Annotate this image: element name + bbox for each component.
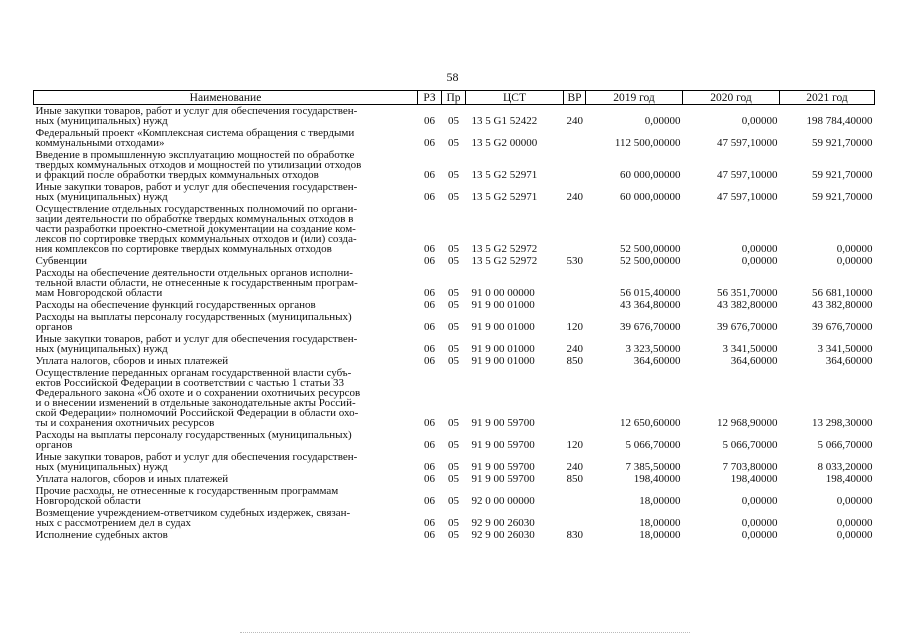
cell-y2021: 0,00000 bbox=[836, 517, 873, 529]
cell-y2020: 47 597,10000 bbox=[717, 137, 778, 149]
cell-cst: 92 9 00 26030 bbox=[471, 517, 535, 529]
table-header-row bbox=[34, 91, 875, 105]
cell-vr: 850 bbox=[566, 473, 583, 485]
header-cst: ЦСТ bbox=[466, 91, 564, 105]
cell-y2019: 364,60000 bbox=[633, 355, 681, 367]
cell-y2021: 59 921,70000 bbox=[812, 137, 873, 149]
cell-y2020: 56 351,70000 bbox=[717, 287, 778, 299]
cell-y2019: 52 500,00000 bbox=[620, 255, 681, 267]
cell-name: Расходы на обеспечение функций государственных органов bbox=[35, 299, 316, 311]
cell-name: Иные закупки товаров, работ и услуг для обеспечения государствен- ных (муниципальных) нужд bbox=[35, 333, 358, 355]
cell-rz: 06 bbox=[424, 343, 435, 355]
cell-cst: 91 9 00 59700 bbox=[471, 439, 535, 451]
cell-cst: 92 9 00 26030 bbox=[471, 529, 535, 541]
cell-vr: 240 bbox=[566, 191, 583, 203]
cell-pr: 05 bbox=[448, 321, 459, 333]
cell-cst: 91 9 00 01000 bbox=[471, 299, 535, 311]
table-row bbox=[34, 267, 875, 299]
cell-y2020: 0,00000 bbox=[741, 517, 778, 529]
cell-vr: 240 bbox=[566, 343, 583, 355]
cell-vr: 830 bbox=[566, 529, 583, 541]
table-row bbox=[34, 367, 875, 429]
cell-vr bbox=[564, 149, 586, 181]
cell-y2020: 7 703,80000 bbox=[722, 461, 778, 473]
cell-pr: 05 bbox=[448, 417, 459, 429]
cell-y2020: 364,60000 bbox=[730, 355, 778, 367]
table-row bbox=[34, 299, 875, 311]
table-row bbox=[34, 149, 875, 181]
cell-rz: 06 bbox=[424, 191, 435, 203]
cell-y2021: 59 921,70000 bbox=[812, 191, 873, 203]
cell-pr: 05 bbox=[448, 517, 459, 529]
cell-vr bbox=[564, 299, 586, 311]
cell-rz: 06 bbox=[424, 473, 435, 485]
cell-cst: 13 5 G1 52422 bbox=[471, 115, 538, 127]
cell-pr: 05 bbox=[448, 495, 459, 507]
cell-rz: 06 bbox=[424, 115, 435, 127]
table-row bbox=[34, 429, 875, 451]
cell-y2020: 0,00000 bbox=[741, 115, 778, 127]
header-rz: РЗ bbox=[418, 91, 442, 105]
cell-vr bbox=[564, 367, 586, 429]
cell-y2019: 18,00000 bbox=[639, 517, 681, 529]
cell-y2020: 47 597,10000 bbox=[717, 169, 778, 181]
table-row bbox=[34, 485, 875, 507]
cell-vr bbox=[564, 203, 586, 255]
cell-vr: 120 bbox=[566, 321, 583, 333]
table-row bbox=[34, 451, 875, 473]
cell-rz: 06 bbox=[424, 417, 435, 429]
cell-name: Субвенции bbox=[35, 255, 88, 267]
cell-y2021: 198,40000 bbox=[825, 473, 873, 485]
cell-y2019: 7 385,50000 bbox=[625, 461, 681, 473]
cell-cst: 13 5 G2 52972 bbox=[471, 255, 538, 267]
table-row bbox=[34, 529, 875, 541]
cell-y2020: 0,00000 bbox=[741, 255, 778, 267]
cell-y2021: 0,00000 bbox=[836, 255, 873, 267]
cell-pr: 05 bbox=[448, 287, 459, 299]
cell-name: Расходы на обеспечение деятельности отдельных органов исполни- тельной власти области, не отнесенные к государственным програм- мам Новгородской области bbox=[35, 267, 358, 299]
cell-pr: 05 bbox=[448, 137, 459, 149]
cell-cst: 13 5 G2 00000 bbox=[471, 137, 538, 149]
cell-y2021: 43 382,80000 bbox=[812, 299, 873, 311]
cell-y2020: 5 066,70000 bbox=[722, 439, 778, 451]
cell-rz: 06 bbox=[424, 321, 435, 333]
cell-y2021: 0,00000 bbox=[836, 495, 873, 507]
cell-rz: 06 bbox=[424, 355, 435, 367]
cell-y2019: 112 500,00000 bbox=[614, 137, 681, 149]
cell-rz: 06 bbox=[424, 243, 435, 255]
header-2020: 2020 год bbox=[683, 91, 780, 105]
cell-name: Федеральный проект «Комплексная система обращения с твердыми коммунальными отходами» bbox=[35, 127, 355, 149]
cell-pr: 05 bbox=[448, 169, 459, 181]
cell-y2019: 3 323,50000 bbox=[625, 343, 681, 355]
cell-vr bbox=[564, 507, 586, 529]
cell-vr bbox=[564, 127, 586, 149]
cell-y2021: 0,00000 bbox=[836, 243, 873, 255]
cell-y2019: 5 066,70000 bbox=[625, 439, 681, 451]
cell-y2021: 56 681,10000 bbox=[812, 287, 873, 299]
cell-vr: 530 bbox=[566, 255, 583, 267]
cell-y2021: 198 784,40000 bbox=[806, 115, 873, 127]
cell-vr: 240 bbox=[566, 115, 583, 127]
cell-y2020: 3 341,50000 bbox=[722, 343, 778, 355]
cell-cst: 91 9 00 01000 bbox=[471, 343, 535, 355]
cell-pr: 05 bbox=[448, 529, 459, 541]
table-row bbox=[34, 105, 875, 128]
cell-cst: 91 0 00 00000 bbox=[471, 287, 535, 299]
cell-rz: 06 bbox=[424, 169, 435, 181]
cell-y2019: 43 364,80000 bbox=[620, 299, 681, 311]
cell-y2019: 60 000,00000 bbox=[620, 169, 681, 181]
cell-pr: 05 bbox=[448, 243, 459, 255]
cell-y2019: 18,00000 bbox=[639, 529, 681, 541]
cell-y2020: 0,00000 bbox=[741, 243, 778, 255]
table-row bbox=[34, 203, 875, 255]
cell-y2019: 39 676,70000 bbox=[620, 321, 681, 333]
cell-rz: 06 bbox=[424, 255, 435, 267]
cell-name: Осуществление переданных органам государственной власти субъ- ектов Российской Федерации в соответствии с частью 1 статьи 33 Федерального закона «Об охоте и о сохранении охотничьих ресурсов и о внесении изменений в отдельные законодательные акты Россий- ской Федерации» полномочий Российской Федерации в области охо- ты и сохранения охотничьих ресурсов bbox=[35, 367, 361, 429]
cell-y2021: 8 033,20000 bbox=[817, 461, 873, 473]
cell-cst: 92 0 00 00000 bbox=[471, 495, 535, 507]
cell-y2019: 60 000,00000 bbox=[620, 191, 681, 203]
header-2021: 2021 год bbox=[780, 91, 875, 105]
cell-cst: 13 5 G2 52972 bbox=[471, 243, 538, 255]
cell-vr bbox=[564, 485, 586, 507]
cell-rz: 06 bbox=[424, 439, 435, 451]
cell-cst: 91 9 00 59700 bbox=[471, 473, 535, 485]
cell-rz: 06 bbox=[424, 299, 435, 311]
cell-y2021: 39 676,70000 bbox=[812, 321, 873, 333]
table-row bbox=[34, 311, 875, 333]
cell-y2019: 198,40000 bbox=[633, 473, 681, 485]
cell-y2020: 12 968,90000 bbox=[717, 417, 778, 429]
cell-rz: 06 bbox=[424, 495, 435, 507]
cell-pr: 05 bbox=[448, 191, 459, 203]
cell-y2019: 56 015,40000 bbox=[620, 287, 681, 299]
cell-cst: 91 9 00 59700 bbox=[471, 417, 535, 429]
cell-y2020: 47 597,10000 bbox=[717, 191, 778, 203]
cell-y2021: 5 066,70000 bbox=[817, 439, 873, 451]
cell-rz: 06 bbox=[424, 137, 435, 149]
cell-vr: 850 bbox=[566, 355, 583, 367]
header-pr: Пр bbox=[442, 91, 466, 105]
cell-cst: 13 5 G2 52971 bbox=[471, 191, 538, 203]
table-row bbox=[34, 127, 875, 149]
cell-y2019: 12 650,60000 bbox=[620, 417, 681, 429]
cell-name: Осуществление отдельных государственных полномочий по органи- зации деятельности по обработке твердых коммунальных отходов в части разработки проектно-сметной документации на создание ком- лексов по сортировке твердых коммунальных отходов и (или) созда- ния комплексов по сортировке твердых коммунальных отходов bbox=[35, 203, 358, 255]
cell-y2021: 364,60000 bbox=[825, 355, 873, 367]
header-name: Наименование bbox=[34, 91, 418, 105]
cell-y2020: 0,00000 bbox=[741, 495, 778, 507]
cell-rz: 06 bbox=[424, 287, 435, 299]
cell-rz: 06 bbox=[424, 517, 435, 529]
cell-name: Иные закупки товаров, работ и услуг для обеспечения государствен- ных (муниципальных) нужд bbox=[35, 451, 358, 473]
cell-name: Иные закупки товаров, работ и услуг для обеспечения государствен- ных (муниципальных) нужд bbox=[35, 181, 358, 203]
table-row bbox=[34, 181, 875, 203]
cell-name: Уплата налогов, сборов и иных платежей bbox=[35, 473, 229, 485]
cell-name: Уплата налогов, сборов и иных платежей bbox=[35, 355, 229, 367]
cell-pr: 05 bbox=[448, 255, 459, 267]
cell-y2020: 43 382,80000 bbox=[717, 299, 778, 311]
table-row bbox=[34, 355, 875, 367]
table-row bbox=[34, 333, 875, 355]
cell-name: Расходы на выплаты персоналу государственных (муниципальных) органов bbox=[35, 311, 352, 333]
table-body bbox=[34, 105, 875, 542]
cell-pr: 05 bbox=[448, 473, 459, 485]
cell-name: Исполнение судебных актов bbox=[35, 529, 168, 541]
cell-name: Введение в промышленную эксплуатацию мощностей по обработке твердых коммунальных отходов и мощностей по утилизации отходов и фракций после обработки твердых коммунальных отходов bbox=[35, 149, 362, 181]
cell-cst: 91 9 00 59700 bbox=[471, 461, 535, 473]
cell-rz: 06 bbox=[424, 529, 435, 541]
page-number: 58 bbox=[446, 70, 459, 84]
cell-name: Прочие расходы, не отнесенные к государственным программам Новгородской области bbox=[35, 485, 339, 507]
cell-vr bbox=[564, 267, 586, 299]
cell-cst: 91 9 00 01000 bbox=[471, 321, 535, 333]
cell-cst: 91 9 00 01000 bbox=[471, 355, 535, 367]
cell-name: Расходы на выплаты персоналу государственных (муниципальных) органов bbox=[35, 429, 352, 451]
cell-y2021: 13 298,30000 bbox=[812, 417, 873, 429]
cell-y2021: 3 341,50000 bbox=[817, 343, 873, 355]
cell-y2019: 52 500,00000 bbox=[620, 243, 681, 255]
table-row bbox=[34, 255, 875, 267]
cell-pr: 05 bbox=[448, 355, 459, 367]
cell-y2021: 59 921,70000 bbox=[812, 169, 873, 181]
cell-y2021: 0,00000 bbox=[836, 529, 873, 541]
header-vr: ВР bbox=[564, 91, 586, 105]
cell-pr: 05 bbox=[448, 299, 459, 311]
cell-y2019: 18,00000 bbox=[639, 495, 681, 507]
cell-name: Иные закупки товаров, работ и услуг для обеспечения государствен- ных (муниципальных) нужд bbox=[35, 105, 358, 127]
header-2019: 2019 год bbox=[586, 91, 683, 105]
page-bottom-edge bbox=[240, 628, 690, 633]
cell-y2020: 0,00000 bbox=[741, 529, 778, 541]
cell-pr: 05 bbox=[448, 343, 459, 355]
cell-name: Возмещение учреждением-ответчиком судебных издержек, связан- ных с рассмотрением дел в судах bbox=[35, 507, 351, 529]
cell-rz: 06 bbox=[424, 461, 435, 473]
table-row bbox=[34, 507, 875, 529]
cell-vr: 120 bbox=[566, 439, 583, 451]
cell-pr: 05 bbox=[448, 115, 459, 127]
cell-pr: 05 bbox=[448, 439, 459, 451]
cell-pr: 05 bbox=[448, 461, 459, 473]
cell-cst: 13 5 G2 52971 bbox=[471, 169, 538, 181]
cell-y2019: 0,00000 bbox=[644, 115, 681, 127]
cell-y2020: 198,40000 bbox=[730, 473, 778, 485]
cell-vr: 240 bbox=[566, 461, 583, 473]
cell-y2020: 39 676,70000 bbox=[717, 321, 778, 333]
budget-table bbox=[33, 90, 875, 541]
table-row bbox=[34, 473, 875, 485]
